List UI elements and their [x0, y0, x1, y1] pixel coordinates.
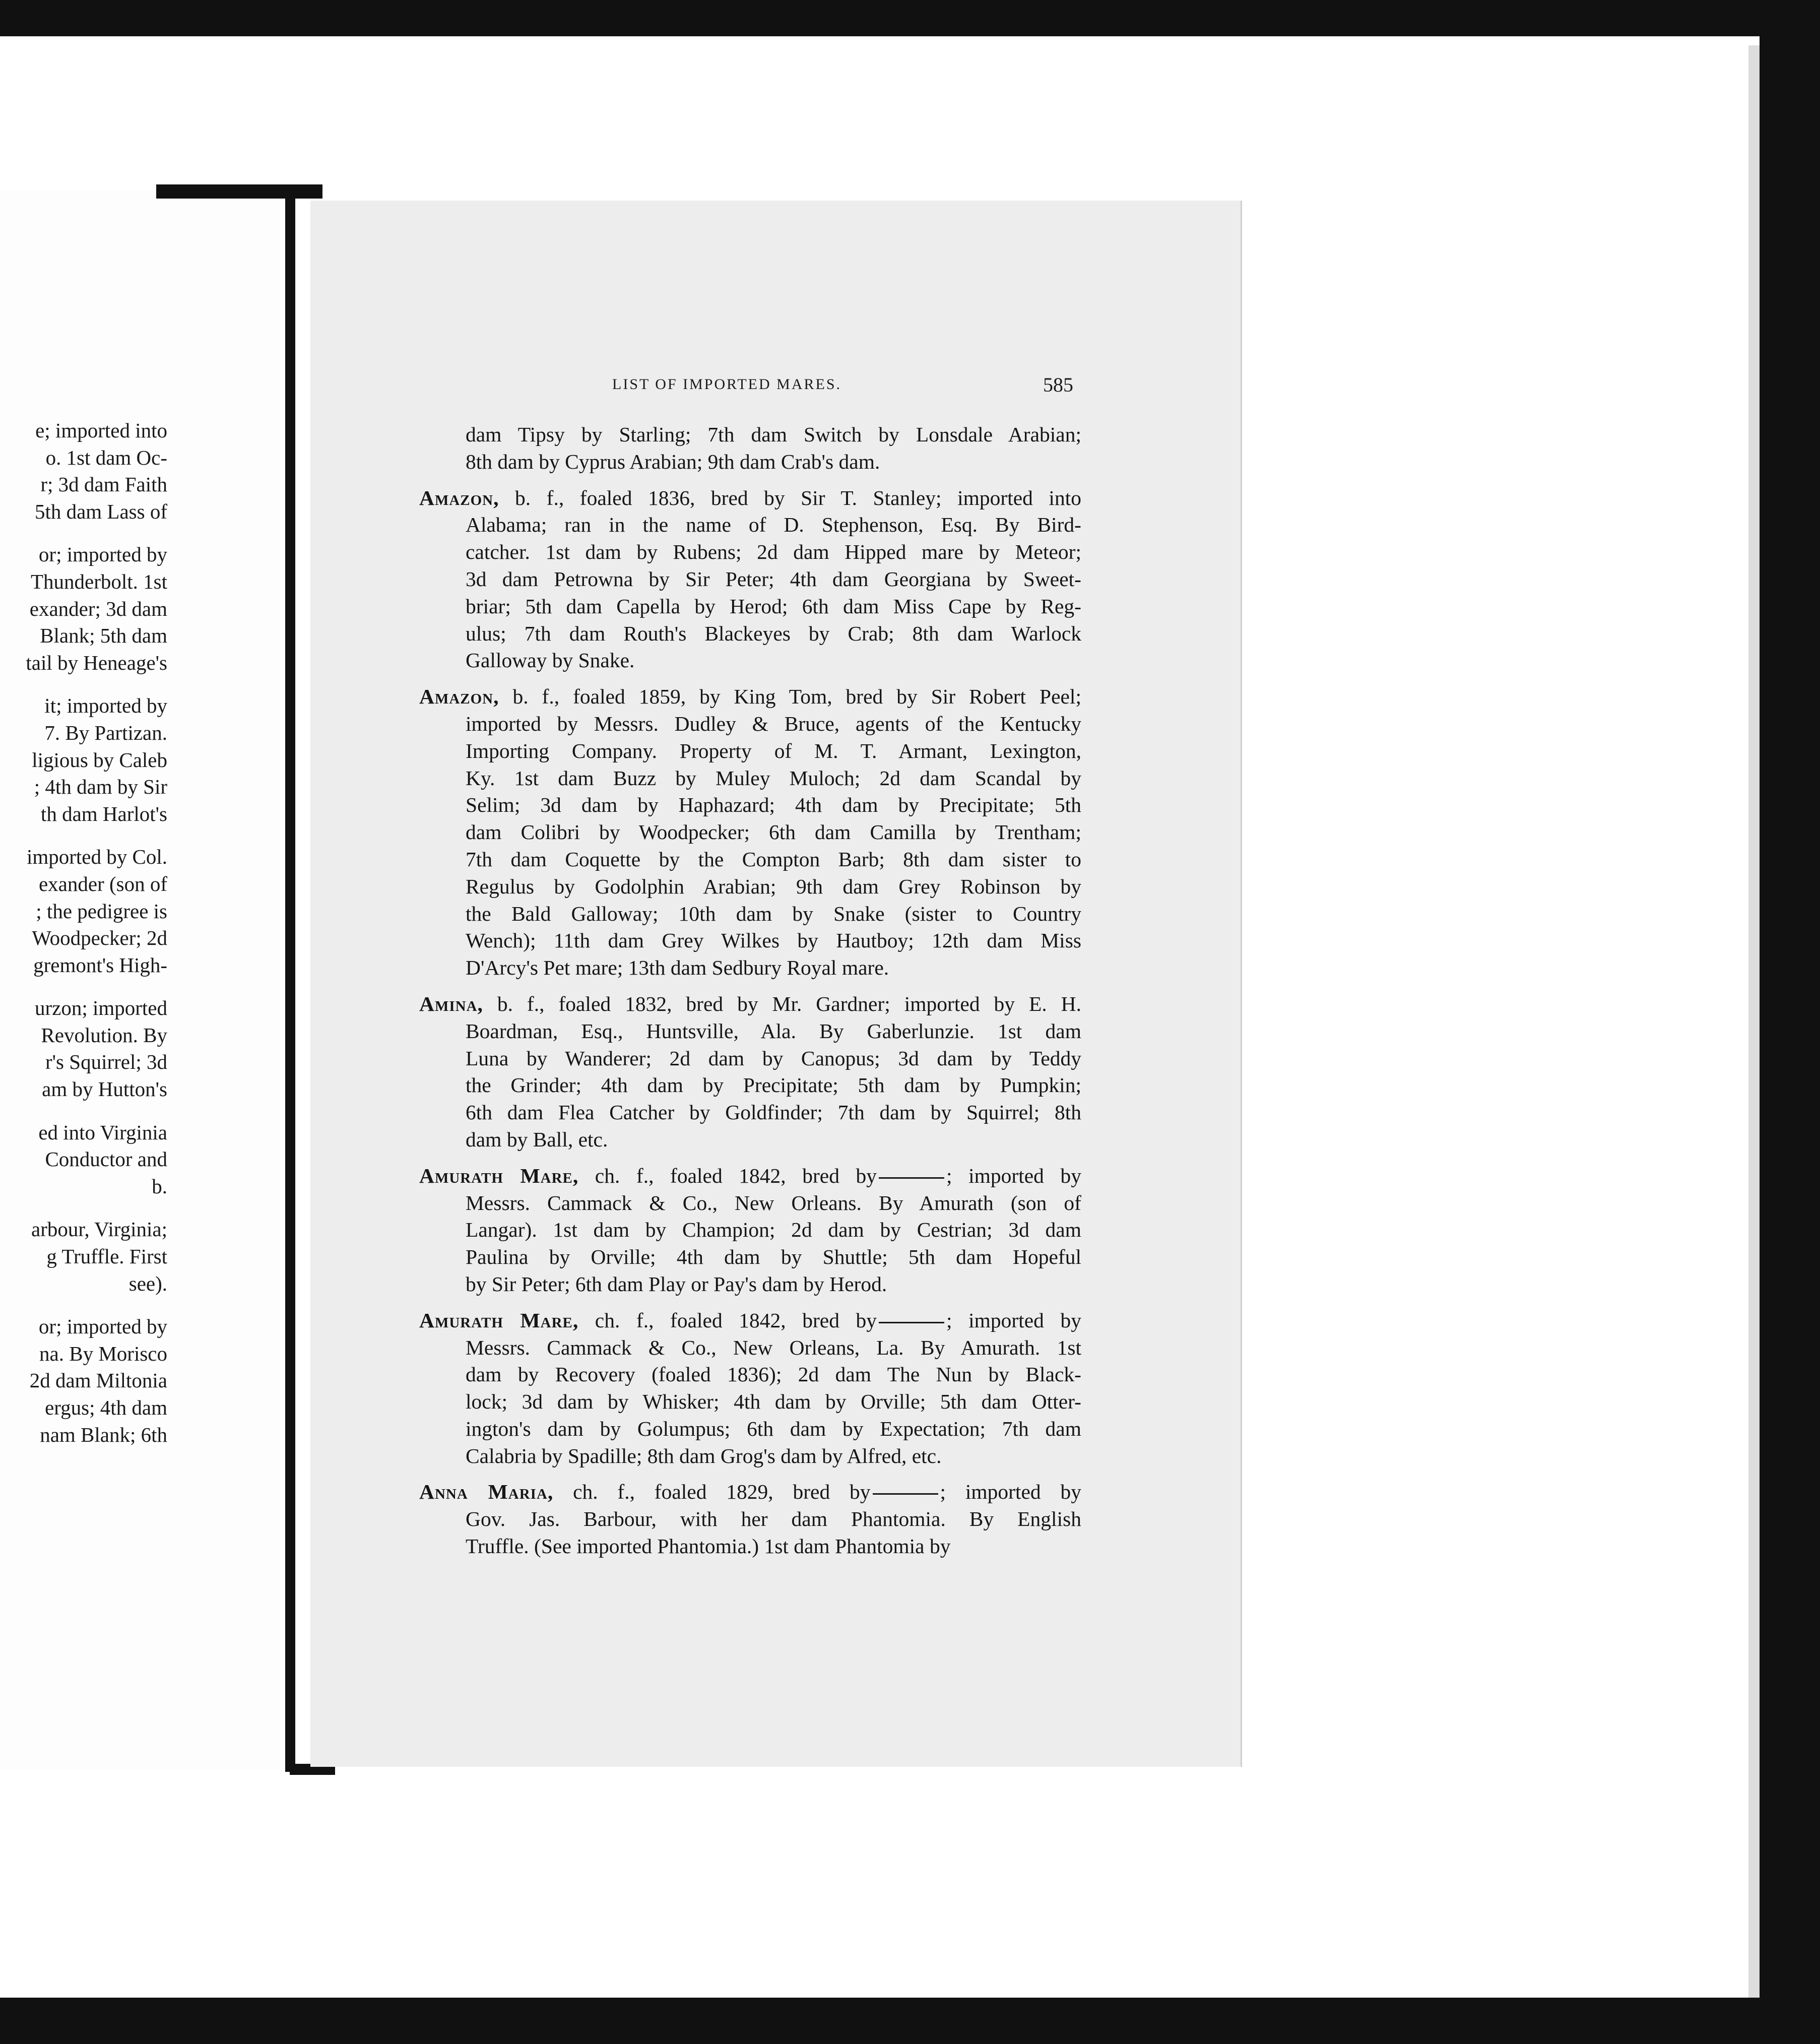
entry-line [419, 1479, 1081, 1506]
facing-page-line: Revolution. By [41, 1023, 167, 1047]
facing-page-line: it; imported by [44, 694, 167, 718]
facing-page-line: r; 3d dam Faith [40, 473, 167, 496]
entry-line: 3d dam Petrowna by Sir Peter; 4th dam Georgiana by Sweet- [466, 567, 1081, 591]
entry-line: Importing Company. Property of M. T. Armant, Lexington, [466, 739, 1081, 762]
mare-entry [419, 485, 1081, 675]
paragraph-gap [26, 1200, 167, 1216]
entry-line: 6th dam Flea Catcher by Goldfinder; 7th dam by Squirrel; 8th [466, 1101, 1081, 1124]
entry-line: Messrs. Cammack & Co., New Orleans, La. By Amurath. 1st [466, 1335, 1081, 1359]
entry-text: ch. f., foaled 1842, bred by [578, 1308, 877, 1332]
entry-line: ulus; 7th dam Routh's Blackeyes by Crab; 8th dam Warlock [466, 621, 1081, 645]
entry-line: dam Tipsy by Starling; 7th dam Switch by Lonsdale Arabian; [466, 423, 1081, 446]
entry-text: ; imported by [946, 1308, 1081, 1332]
book-spine [285, 184, 295, 1772]
facing-page-text-clip [0, 190, 167, 1769]
scan-edge-shadow [1748, 45, 1760, 1998]
facing-page-line: ed into Virginia [38, 1120, 167, 1144]
unknown-breeder-dash [879, 1322, 944, 1323]
facing-page-line: Blank; 5th dam [40, 624, 167, 648]
paragraph-gap [26, 1103, 167, 1119]
entry-text: ; imported by [940, 1480, 1081, 1504]
entry-line: dam by Recovery (foaled 1836); 2d dam The Nun by Black- [466, 1363, 1081, 1386]
entry-line: Paulina by Orville; 4th dam by Shuttle; 5th dam Hopeful [466, 1245, 1081, 1269]
facing-page-line: arbour, Virginia; [31, 1218, 167, 1241]
paragraph-gap [26, 525, 167, 541]
entry-line: Regulus by Godolphin Arabian; 9th dam Grey Robinson by [466, 874, 1081, 898]
page-body [419, 421, 1081, 1569]
facing-page-line: ; the pedigree is [36, 899, 167, 923]
entry-line: the Bald Galloway; 10th dam by Snake (sister to Country [466, 902, 1081, 925]
mare-entry [419, 991, 1081, 1154]
facing-page-line: e; imported into [35, 419, 167, 442]
entry-line [419, 1307, 1081, 1334]
entry-text: ch. f., foaled 1842, bred by [578, 1164, 877, 1187]
entry-line [419, 683, 1081, 711]
entry-line: imported by Messrs. Dudley & Bruce, agents of the Kentucky [466, 712, 1081, 735]
facing-page-line: gremont's High- [33, 953, 167, 977]
mare-entry [419, 1307, 1081, 1470]
entry-line: Truffle. (See imported Phantomia.) 1st dam Phantomia by [466, 1535, 951, 1558]
entry-line: the Grinder; 4th dam by Precipitate; 5th dam by Pumpkin; [466, 1073, 1081, 1097]
entry-line: D'Arcy's Pet mare; 13th dam Sedbury Royal mare. [466, 956, 889, 980]
entry-line: catcher. 1st dam by Rubens; 2d dam Hipped mare by Meteor; [466, 540, 1081, 564]
unknown-breeder-dash [879, 1177, 944, 1179]
entry-text: ; imported by [946, 1164, 1081, 1187]
entry-line: Selim; 3d dam by Haphazard; 4th dam by Precipitate; 5th [466, 793, 1081, 817]
mare-entry [419, 1163, 1081, 1298]
facing-page-line: b. [152, 1174, 167, 1198]
entry-line [419, 991, 1081, 1018]
mare-name: Amazon, [419, 486, 499, 509]
entry-line: Galloway by Snake. [466, 649, 635, 672]
entry-line: Langar). 1st dam by Champion; 2d dam by Cestrian; 3d dam [466, 1218, 1081, 1242]
mare-name: Amurath Mare, [419, 1164, 579, 1187]
scan-border-top [0, 0, 1820, 36]
entry-line [419, 485, 1081, 512]
facing-page-line: g Truffle. First [46, 1245, 167, 1268]
facing-page-line: see). [128, 1271, 167, 1295]
scan-border-right [1760, 0, 1820, 2044]
facing-page-line: Woodpecker; 2d [32, 926, 167, 950]
entry-line: 8th dam by Cyprus Arabian; 9th dam Crab's dam. [466, 450, 880, 473]
entry-line: dam by Ball, etc. [466, 1127, 608, 1151]
unknown-breeder-dash [873, 1493, 938, 1495]
facing-page-line: 2d dam Miltonia [29, 1369, 167, 1392]
entry-line: dam Colibri by Woodpecker; 6th dam Camilla by Trentham; [466, 820, 1081, 844]
entry-text: b. f., foaled 1859, by King Tom, bred by Sir Robert Peel; [499, 685, 1081, 709]
facing-page-line: o. 1st dam Oc- [45, 445, 167, 469]
paragraph-gap [26, 676, 167, 692]
facing-page [0, 190, 290, 1769]
mare-name: Anna Maria, [419, 1480, 554, 1504]
facing-page-line: Conductor and [45, 1147, 167, 1171]
facing-page-line: exander (son of [38, 872, 167, 896]
entry-line: Boardman, Esq., Huntsville, Ala. By Gaberlunzie. 1st dam [466, 1019, 1081, 1043]
facing-page-line: nam Blank; 6th [40, 1423, 167, 1446]
paragraph-gap [26, 979, 167, 995]
paragraph-gap [26, 1297, 167, 1313]
entry-line: lock; 3d dam by Whisker; 4th dam by Orville; 5th dam Otter- [466, 1390, 1081, 1414]
entry-line: Calabria by Spadille; 8th dam Grog's dam by Alfred, etc. [466, 1444, 942, 1467]
scan-border-bottom [0, 1998, 1820, 2044]
mare-name: Amazon, [419, 685, 499, 709]
entry-line [419, 1163, 1081, 1190]
entry-text: b. f., foaled 1832, bred by Mr. Gardner; imported by E. H. [483, 992, 1081, 1015]
entry-line: briar; 5th dam Capella by Herod; 6th dam Miss Cape by Reg- [466, 594, 1081, 618]
page-number: 585 [1043, 373, 1073, 396]
facing-page-line: imported by Col. [26, 845, 167, 869]
mare-entry [419, 1479, 1081, 1560]
entry-line: Ky. 1st dam Buzz by Muley Muloch; 2d dam Scandal by [466, 766, 1081, 790]
entry-line: Alabama; ran in the name of D. Stephenson, Esq. By Bird- [466, 513, 1081, 537]
facing-page-line: th dam Harlot's [40, 802, 167, 825]
facing-page-line: or; imported by [38, 543, 167, 566]
facing-page-line: urzon; imported [34, 996, 167, 1020]
mare-name: Amina, [419, 992, 483, 1015]
entry-text: ch. f., foaled 1829, bred by [553, 1480, 871, 1504]
facing-page-line: or; imported by [38, 1315, 167, 1338]
facing-page-text [26, 417, 167, 1448]
entry-line: Luna by Wanderer; 2d dam by Canopus; 3d dam by Teddy [466, 1046, 1081, 1070]
entry-line: Messrs. Cammack & Co., New Orleans. By Amurath (son of [466, 1191, 1081, 1215]
facing-page-line: ligious by Caleb [32, 748, 167, 772]
entry-line: ington's dam by Golumpus; 6th dam by Expectation; 7th dam [466, 1417, 1081, 1440]
facing-page-line: ; 4th dam by Sir [34, 775, 167, 799]
facing-page-line: Thunderbolt. 1st [30, 569, 167, 593]
facing-page-line: 5th dam Lass of [34, 499, 167, 523]
entry-line: Wench); 11th dam Grey Wilkes by Hautboy; 12th dam Miss [466, 929, 1081, 952]
facing-page-line: ergus; 4th dam [45, 1396, 167, 1419]
paragraph-gap [26, 827, 167, 844]
running-head: LIST OF IMPORTED MARES. [612, 376, 842, 393]
entry-line: 7th dam Coquette by the Compton Barb; 8th dam sister to [466, 847, 1081, 871]
facing-page-line: am by Hutton's [42, 1077, 167, 1101]
facing-page-line: exander; 3d dam [29, 597, 167, 620]
facing-page-line: tail by Heneage's [26, 651, 167, 674]
mare-entry [419, 683, 1081, 982]
entry-line: Gov. Jas. Barbour, with her dam Phantomia. By English [466, 1507, 1081, 1531]
entry-text: b. f., foaled 1836, bred by Sir T. Stanley; imported into [499, 486, 1081, 509]
binding-top-bar [156, 184, 322, 199]
facing-page-line: r's Squirrel; 3d [45, 1050, 167, 1074]
facing-page-line: 7. By Partizan. [44, 721, 167, 744]
entry-line: by Sir Peter; 6th dam Play or Pay's dam by Herod. [466, 1272, 887, 1296]
mare-name: Amurath Mare, [419, 1308, 579, 1332]
facing-page-line: na. By Morisco [39, 1342, 167, 1365]
entry-continuation [419, 421, 1081, 476]
